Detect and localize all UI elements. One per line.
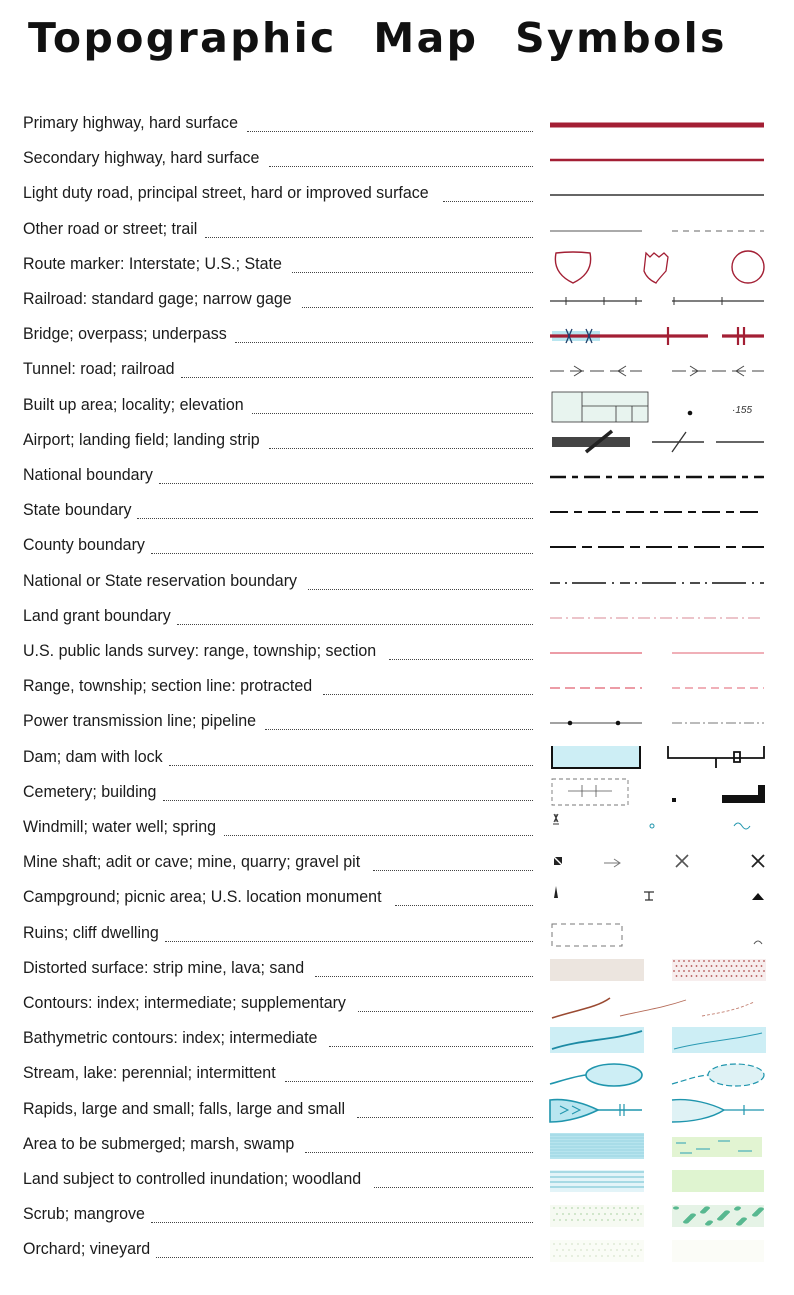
legend-label [23,924,537,946]
legend-label [23,994,537,1016]
legend-label-text: Primary highway, hard surface [23,114,238,132]
legend-row [0,812,794,846]
legend-label [23,853,537,875]
dot-leader [389,658,533,660]
legend-row [0,390,794,424]
bathymetric-contours-symbol [546,1023,768,1057]
legend-label-text: Secondary highway, hard surface [23,149,260,168]
cemetery-building-symbol [546,777,768,811]
land-grant-boundary-symbol [546,601,768,635]
legend-label [23,959,537,981]
ruins-symbol [546,918,768,952]
legend-label [23,536,537,558]
route-markers-symbol [546,249,768,283]
legend-row [0,108,794,142]
dot-leader [177,623,533,625]
legend-row [0,847,794,881]
national-boundary-symbol [546,460,768,494]
contours-symbol [546,988,768,1022]
secondary-highway-symbol [546,143,768,177]
legend-label [23,1205,537,1227]
legend-row [0,1234,794,1268]
legend-label [23,396,537,418]
railroad-symbol [546,284,768,318]
legend-label-text: Railroad: standard gage; narrow gage [23,290,292,308]
legend-label [23,1100,537,1122]
protracted-lines-symbol [546,671,768,705]
dot-leader [235,341,533,343]
legend-row [0,1023,794,1057]
dot-leader [395,904,533,906]
page-title: Topographic Map Symbols [28,14,727,62]
inundation-woodland-symbol [546,1164,768,1198]
dot-leader [357,1116,533,1118]
legend-label-text: Other road or street; trail [23,219,198,238]
built-up-area-symbol [546,390,768,424]
legend-label-text: Rapids, large and small; falls, large and small [23,1099,346,1118]
legend-label [23,818,537,840]
legend-row [0,918,794,952]
dot-leader [265,728,533,730]
legend-label [23,783,537,805]
dot-leader [151,552,533,554]
legend-label [23,114,537,136]
legend-label-text: Stream, lake: perennial; intermittent [23,1064,276,1083]
rapids-falls-symbol [546,1094,768,1128]
dot-leader [443,200,533,202]
legend-row [0,495,794,529]
legend-row [0,1094,794,1128]
dot-leader [252,412,533,414]
scrub-mangrove-symbol [546,1199,768,1233]
legend-row [0,566,794,600]
dot-leader [151,1221,533,1223]
legend-label-text: National or State reservation boundary [23,571,298,590]
legend-label [23,149,537,171]
legend-label-text: Bathymetric contours: index; intermediate [23,1029,318,1048]
dot-leader [329,1045,533,1047]
dot-leader [315,975,533,977]
legend-label-text: Land grant boundary [23,606,171,625]
legend-label-text: Windmill; water well; spring [23,818,216,836]
campground-symbol [546,882,768,916]
legend-label [23,888,537,910]
dot-leader [247,130,533,132]
dot-leader [137,517,533,519]
dot-leader [308,588,534,590]
legend-row [0,178,794,212]
mine-shaft-symbol [546,847,768,881]
dot-leader [224,834,533,836]
legend-label [23,1064,537,1086]
dot-leader [292,271,533,273]
legend-row [0,601,794,635]
light-duty-road-symbol [546,178,768,212]
legend-row [0,988,794,1022]
legend-label-text: Power transmission line; pipeline [23,712,257,731]
dot-leader [269,447,533,449]
legend-label-text: County boundary [23,536,145,555]
legend-label [23,431,537,453]
legend-label [23,642,537,664]
legend-label [23,572,537,594]
legend-label-text: National boundary [23,466,153,484]
legend-label-text: U.S. public lands survey: range, township; section [23,642,377,660]
legend-label [23,290,537,312]
legend-label-text: Ruins; cliff dwelling [23,923,159,942]
legend-row [0,953,794,987]
legend-label-text: Mine shaft; adit or cave; mine, quarry; gravel pit [23,853,361,872]
bridge-overpass-underpass-symbol [546,319,768,353]
legend-row [0,284,794,318]
legend-label-text: Airport; landing field; landing strip [23,430,260,449]
legend-row [0,1164,794,1198]
county-boundary-symbol [546,530,768,564]
legend-label [23,712,537,734]
legend-row [0,214,794,248]
dot-leader [305,1151,533,1153]
legend-label [23,677,537,699]
airport-symbol [546,425,768,459]
legend-label-text: Tunnel: road; railroad [23,360,175,379]
legend-label [23,1029,537,1051]
legend-label-text: Dam; dam with lock [23,747,163,766]
legend-label-text: Scrub; mangrove [23,1205,145,1224]
dot-leader [169,764,533,766]
other-road-trail-symbol [546,214,768,248]
legend-row [0,1129,794,1163]
legend-row [0,882,794,916]
legend-label [23,1135,537,1157]
legend-row [0,706,794,740]
legend-row [0,636,794,670]
stream-lake-symbol [546,1058,768,1092]
dot-leader [269,165,533,167]
legend-row [0,671,794,705]
legend-label [23,1170,537,1192]
legend-row [0,143,794,177]
legend-label-text: Area to be submerged; marsh, swamp [23,1134,295,1153]
legend-label [23,220,537,242]
primary-highway-symbol [546,108,768,142]
dot-leader [205,236,533,238]
submerged-marsh-symbol [546,1129,768,1163]
distorted-surface-symbol [546,953,768,987]
legend-label [23,255,537,277]
legend-label-text: Contours: index; intermediate; supplementary [23,994,346,1012]
legend-label-text: Cemetery; building [23,782,157,801]
legend-label [23,184,537,206]
legend-label-text: Orchard; vineyard [23,1240,151,1259]
legend-label-text: State boundary [23,501,132,520]
legend-row [0,1199,794,1233]
dot-leader [156,1256,533,1258]
power-line-pipeline-symbol [546,706,768,740]
legend-label-text: Range, township; section line: protracted [23,677,313,696]
dot-leader [163,799,533,801]
legend-row [0,460,794,494]
orchard-vineyard-symbol [546,1234,768,1268]
legend-label-text: Distorted surface: strip mine, lava; sand [23,958,305,977]
legend-label-text: Campground; picnic area; U.S. location monument [23,888,382,907]
dam-symbol [546,742,768,776]
reservation-boundary-symbol [546,566,768,600]
legend-label-text: Built up area; locality; elevation [23,395,244,414]
legend-label [23,1240,537,1262]
legend-row [0,354,794,388]
legend-label [23,325,537,347]
tunnel-symbol [546,354,768,388]
dot-leader [323,693,533,695]
dot-leader [181,376,533,378]
dot-leader [374,1186,533,1188]
legend-label-text: Bridge; overpass; underpass [23,325,227,344]
legend-row [0,777,794,811]
legend-row [0,249,794,283]
legend-row [0,530,794,564]
dot-leader [159,482,533,484]
legend-label [23,360,537,382]
legend-label [23,607,537,629]
windmill-well-spring-symbol [546,812,768,846]
state-boundary-symbol [546,495,768,529]
legend-label-text: Light duty road, principal street, hard or improved surface [23,184,429,203]
legend-label [23,501,537,523]
legend-label-text: Route marker: Interstate; U.S.; State [23,254,282,273]
legend-row [0,1058,794,1092]
dot-leader [373,869,533,871]
legend-label [23,466,537,488]
svg-text:·155: ·155 [732,404,753,416]
legend-label [23,748,537,770]
legend-row [0,319,794,353]
legend-row [0,742,794,776]
dot-leader [302,306,533,308]
dot-leader [285,1080,533,1082]
dot-leader [165,940,533,942]
dot-leader [358,1010,533,1012]
public-lands-survey-symbol [546,636,768,670]
legend-row [0,425,794,459]
legend-label-text: Land subject to controlled inundation; woodland [23,1170,362,1188]
